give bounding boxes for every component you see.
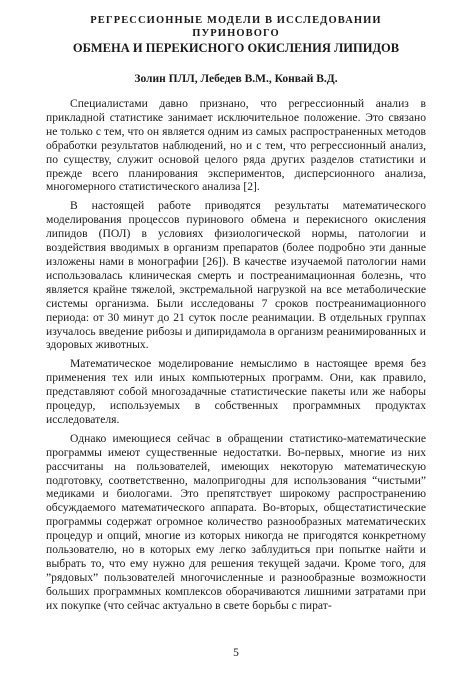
article-body [46, 97, 426, 613]
authors-line: Золин ПЛЛ, Лебедев В.М., Конвай В.Д. [134, 73, 338, 85]
paragraph-1: Специалистами давно признано, что регрессионный анализ в прикладной статистике занимает исключительное положение. Это связано не только с тем, что он является одним из самых распространенных методов обработки результатов наблюдений, но и с тем, что регрессионный анализ, по существу, служит основой целого ряда других разделов статистики и прежде всего планирования экспериментов, дисперсионного анализа, многомерного статистического анализа [2]. [46, 97, 426, 194]
paragraph-4: Однако имеющиеся сейчас в обращении статистико-математические программы имеют существенные недостатки. Во-первых, многие из них рассчитаны на пользователей, имеющих некоторую математическую подготовку, соответственно, малопригодны для использования “чистыми” медиками и биологами. Это препятствует широкому распространению обсуждаемого математического аппарата. Во-вторых, общестатистические программы содержат огромное количество разнообразных математических процедур и опций, многие из которых никогда не пригодятся конкретному пользователю, но в которых ему легко заблудиться при попытке найти и выбрать то, что ему нужно для решения текущей задачи. Кроме того, для ”рядовых” пользователей многочисленные и разнообразные возможности больших программных комплексов оборачиваются лишними затратами при их покупке (что сейчас актуально в свете борьбы с пират- [46, 431, 426, 612]
paragraph-3: Математическое моделирование немыслимо в настоящее время без применения тех или иных компьютерных программ. Они, как правило, представляют собой многозадачные статистические пакеты или же наборы процедур, используемых в собственных программных продуктах исследователя. [46, 357, 426, 426]
paragraph-2: В настоящей работе приводятся результаты математического моделирования процессов пуринового обмена и перекисного окисления липидов (ПОЛ) в условиях физиологической нормы, патологии и воздействия вводимых в организм препаратов (более подробно эти данные изложены нами в монографии [26]). В качестве изучаемой патологии нами использовалась клиническая смерть и постреанимационная болезнь, что является крайне тяжелой, экстремальной нагрузкой на все метаболические системы организма. Были исследованы 7 сроков постреанимационного периода: от 30 минут до 21 суток после реанимации. В отдельных группах изучалось введение рибозы и дипиридамола в организм реанимированных и здоровых животных. [46, 199, 426, 352]
page-number: 5 [233, 647, 239, 659]
article-title-line-2: ОБМЕНА И ПЕРЕКИСНОГО ОКИСЛЕНИЯ ЛИПИДОВ [72, 41, 400, 55]
article-title-line-1: РЕГРЕССИОННЫЕ МОДЕЛИ В ИССЛЕДОВАНИИ ПУРИНОВОГО [90, 15, 382, 39]
